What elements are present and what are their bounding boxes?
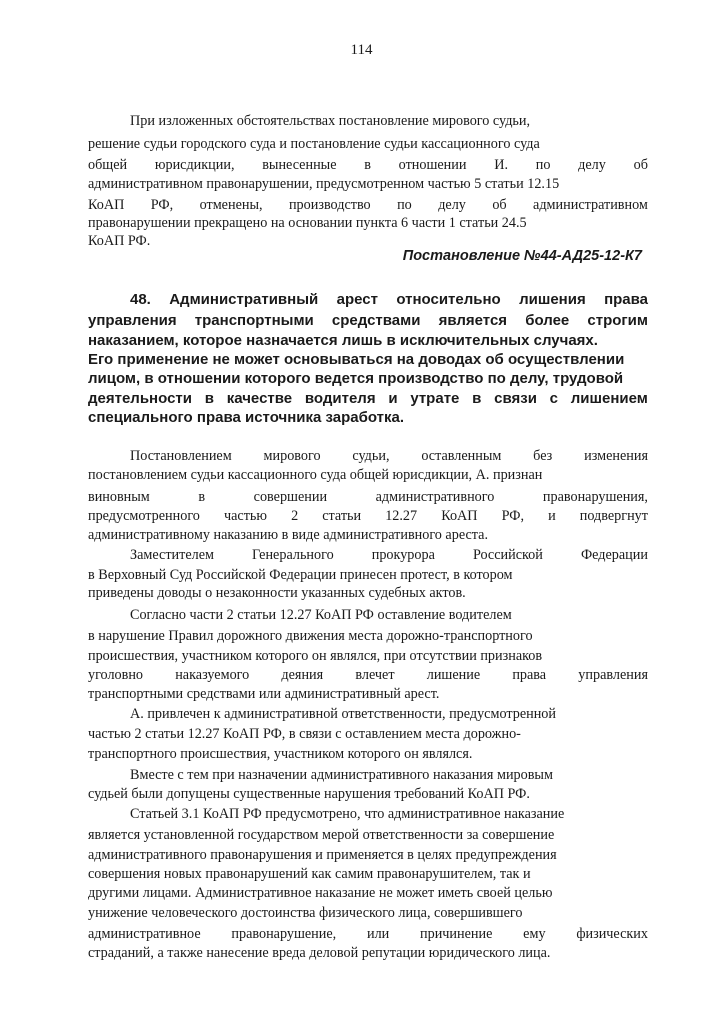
word: деятельности bbox=[88, 390, 192, 407]
heading-line: лицом, в отношении которого ведется производство по делу, трудовой bbox=[88, 370, 624, 387]
paragraph-line bbox=[130, 546, 648, 564]
word: управления bbox=[578, 667, 648, 683]
word: в bbox=[204, 390, 214, 407]
word: с bbox=[549, 390, 559, 407]
heading-line: наказанием, которое назначается лишь в исключительных случаях. bbox=[88, 332, 598, 349]
word: предусмотренного bbox=[88, 508, 200, 524]
word: РФ, bbox=[501, 508, 525, 524]
word: права bbox=[512, 667, 547, 683]
word: правонарушение, bbox=[231, 926, 337, 942]
word: управления bbox=[88, 312, 177, 329]
word: подвергнут bbox=[579, 508, 648, 524]
word: 2 bbox=[291, 508, 299, 524]
word: лишением bbox=[570, 390, 648, 407]
word: мирового bbox=[263, 448, 321, 464]
paragraph-line: другими лицами. Административное наказание не может иметь своей целью bbox=[88, 885, 553, 901]
word: Российской bbox=[472, 547, 543, 563]
word: ему bbox=[523, 926, 546, 942]
paragraph-line: транспортными средствами или административный арест. bbox=[88, 686, 440, 702]
word: прокурора bbox=[371, 547, 435, 563]
word: И. bbox=[494, 157, 508, 173]
word: отменены, bbox=[199, 197, 263, 213]
word: является bbox=[438, 312, 508, 329]
paragraph-line: приведены доводы о незаконности указанных судебных актов. bbox=[88, 585, 466, 601]
word: Постановлением bbox=[130, 448, 232, 464]
word: КоАП bbox=[88, 197, 125, 213]
word: более bbox=[525, 312, 570, 329]
paragraph-line: Согласно части 2 статьи 12.27 КоАП РФ оставление водителем bbox=[130, 607, 512, 623]
word: отношении bbox=[398, 157, 467, 173]
word: КоАП bbox=[441, 508, 478, 524]
heading-line bbox=[88, 311, 648, 330]
word: 48. bbox=[130, 291, 151, 308]
word: утрате bbox=[410, 390, 460, 407]
word: оставленным bbox=[421, 448, 502, 464]
word: в bbox=[472, 390, 482, 407]
word: статьи bbox=[322, 508, 362, 524]
paragraph-line: унижение человеческого достоинства физического лица, совершившего bbox=[88, 905, 523, 921]
word: Генерального bbox=[252, 547, 334, 563]
paragraph-line: А. привлечен к административной ответственности, предусмотренной bbox=[130, 706, 556, 722]
paragraph-line: При изложенных обстоятельствах постановление мирового судьи, bbox=[130, 113, 531, 129]
paragraph-line: в нарушение Правил дорожного движения места дорожно-транспортного bbox=[88, 628, 533, 644]
word: об bbox=[633, 157, 648, 173]
decree-reference: Постановление №44-АД25-12-К7 bbox=[402, 248, 642, 264]
word: административного bbox=[375, 489, 495, 505]
word: причинение bbox=[420, 926, 493, 942]
heading-line: специального права источника заработка. bbox=[88, 409, 405, 426]
paragraph-line bbox=[88, 925, 648, 943]
paragraph-line bbox=[88, 156, 648, 174]
paragraph-line: административном правонарушении, предусмотренном частью 5 статьи 12.15 bbox=[88, 176, 560, 192]
word: совершении bbox=[253, 489, 328, 505]
word: вынесенные bbox=[262, 157, 337, 173]
heading-line bbox=[130, 290, 648, 309]
paragraph-line: административного правонарушения и применяется в целях предупреждения bbox=[88, 847, 557, 863]
word: частью bbox=[223, 508, 267, 524]
word: средствами bbox=[331, 312, 421, 329]
paragraph-line: в Верховный Суд Российской Федерации принесен протест, в котором bbox=[88, 567, 513, 583]
page-number: 114 bbox=[350, 42, 373, 58]
word: об bbox=[492, 197, 507, 213]
word: по bbox=[397, 197, 412, 213]
word: изменения bbox=[584, 448, 648, 464]
word: и bbox=[548, 508, 556, 524]
word: лишение bbox=[426, 667, 481, 683]
word: судьи, bbox=[352, 448, 390, 464]
paragraph-line bbox=[88, 507, 648, 525]
paragraph-line: Статьей 3.1 КоАП РФ предусмотрено, что административное наказание bbox=[130, 806, 565, 822]
paragraph-line: КоАП РФ. bbox=[88, 233, 151, 249]
word: арест bbox=[336, 291, 378, 308]
word: в bbox=[198, 489, 206, 505]
word: физических bbox=[576, 926, 648, 942]
paragraph-line: страданий, а также нанесение вреда деловой репутации юридического лица. bbox=[88, 945, 551, 961]
paragraph-line: правонарушении прекращено на основании пункта 6 части 1 статьи 24.5 bbox=[88, 215, 527, 231]
paragraph-line: происшествия, участником которого он являлся, при отсутствии признаков bbox=[88, 648, 543, 664]
paragraph-line: частью 2 статьи 12.27 КоАП РФ, в связи с оставлением места дорожно- bbox=[88, 726, 521, 742]
paragraph-line: совершения новых правонарушений как самим правонарушителем, так и bbox=[88, 866, 531, 882]
heading-line bbox=[88, 389, 648, 408]
paragraph-line bbox=[88, 196, 648, 214]
word: в bbox=[364, 157, 371, 173]
word: виновным bbox=[88, 489, 150, 505]
word: 12.27 bbox=[385, 508, 418, 524]
word: Федерации bbox=[580, 547, 648, 563]
word: или bbox=[366, 926, 390, 942]
word: влечет bbox=[355, 667, 395, 683]
word: Заместителем bbox=[130, 547, 214, 563]
word: делу bbox=[438, 197, 466, 213]
paragraph-line bbox=[130, 447, 648, 465]
word: административном bbox=[533, 197, 648, 213]
word: строгим bbox=[587, 312, 648, 329]
word: и bbox=[388, 390, 398, 407]
paragraph-line bbox=[88, 488, 648, 506]
word: юрисдикции, bbox=[154, 157, 235, 173]
word: без bbox=[533, 448, 553, 464]
word: водителя bbox=[304, 390, 376, 407]
word: административное bbox=[88, 926, 201, 942]
word: уголовно bbox=[88, 667, 144, 683]
paragraph-line: административному наказанию в виде административного ареста. bbox=[88, 527, 488, 543]
paragraph-line: судьей были допущены существенные нарушения требований КоАП РФ. bbox=[88, 786, 530, 802]
word: относительно bbox=[396, 291, 501, 308]
word: по bbox=[535, 157, 551, 173]
word: наказуемого bbox=[175, 667, 250, 683]
word: общей bbox=[88, 157, 128, 173]
word: делу bbox=[578, 157, 606, 173]
paragraph-line: Вместе с тем при назначении административного наказания мировым bbox=[130, 767, 553, 783]
word: деяния bbox=[281, 667, 324, 683]
word: качестве bbox=[226, 390, 293, 407]
word: транспортными bbox=[194, 312, 314, 329]
word: правонарушения, bbox=[542, 489, 648, 505]
paragraph-line bbox=[88, 666, 648, 684]
paragraph-line: постановлением судьи кассационного суда общей юрисдикции, А. признан bbox=[88, 467, 543, 483]
word: производство bbox=[288, 197, 371, 213]
paragraph-line: является установленной государством мерой ответственности за совершение bbox=[88, 827, 555, 843]
word: связи bbox=[494, 390, 537, 407]
paragraph-line: решение судьи городского суда и постановление судьи кассационного суда bbox=[88, 136, 540, 152]
word: лишения bbox=[519, 291, 586, 308]
heading-line: Его применение не может основываться на доводах об осуществлении bbox=[88, 351, 625, 368]
paragraph-line: транспортного происшествия, участником которого он являлся. bbox=[88, 746, 473, 762]
word: права bbox=[604, 291, 648, 308]
word: Административный bbox=[169, 291, 319, 308]
word: РФ, bbox=[150, 197, 174, 213]
